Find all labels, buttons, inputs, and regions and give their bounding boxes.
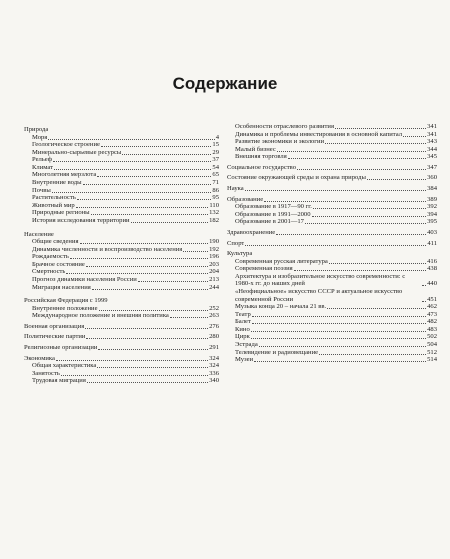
toc-entry	[227, 218, 437, 226]
toc-entry	[227, 349, 437, 357]
toc-entry-title: Минерально-сырьевые ресурсы	[32, 148, 122, 156]
toc-entry-title: Цирк	[235, 333, 250, 341]
toc-leader-dots	[252, 316, 426, 317]
toc-entry-page: 29	[212, 148, 219, 156]
toc-entry-title: Трудовая миграция	[32, 377, 86, 385]
toc-entry-title: Балет	[235, 318, 251, 326]
toc-entry-title: Внутреннее положение	[32, 304, 98, 312]
toc-leader-dots	[288, 158, 426, 159]
toc-leader-dots	[99, 310, 209, 311]
toc-entry-page: 344	[427, 145, 437, 153]
toc-entry-title: Внешняя торговля	[235, 153, 287, 161]
toc-entry-page: 340	[209, 377, 219, 385]
toc-entry-title: Брачное состояние	[32, 260, 85, 268]
toc-leader-dots	[264, 201, 426, 202]
toc-entry	[24, 312, 219, 320]
toc-entry-page: 324	[209, 362, 219, 370]
toc-entry	[227, 123, 437, 131]
toc-entry-title: Растительность	[32, 194, 76, 202]
toc-entry-page: 403	[427, 228, 437, 236]
toc-entry	[24, 149, 219, 157]
toc-entry	[24, 333, 219, 341]
toc-leader-dots	[329, 263, 426, 264]
toc-entry-page: 132	[209, 209, 219, 217]
toc-entry-page: 182	[209, 216, 219, 224]
toc-entry-page: 336	[209, 369, 219, 377]
toc-entry	[227, 146, 437, 154]
toc-entry-title: Военная организация	[24, 322, 85, 330]
toc-entry-page: 54	[212, 163, 219, 171]
toc-leader-dots	[66, 273, 208, 274]
toc-entry	[24, 164, 219, 172]
toc-entry	[24, 171, 219, 179]
toc-leader-dots	[367, 179, 426, 180]
toc-entry-page: 395	[427, 218, 437, 226]
toc-entry-title: Малый бизнес	[235, 145, 276, 153]
toc-entry-title: Природные регионы	[32, 209, 90, 217]
toc-leader-dots	[85, 328, 208, 329]
toc-entry	[227, 258, 437, 266]
toc-entry-page: 416	[427, 257, 437, 265]
toc-entry-page: 438	[427, 265, 437, 273]
toc-leader-dots	[422, 301, 426, 302]
toc-leader-dots	[422, 285, 426, 286]
toc-entry-page: 204	[209, 268, 219, 276]
toc-entry	[227, 318, 437, 326]
toc-entry	[24, 246, 219, 254]
toc-entry-page: 15	[212, 141, 219, 149]
toc-entry	[227, 138, 437, 146]
toc-entry	[24, 323, 219, 331]
toc-entry-title: Образование в 1917—90 гг.	[235, 203, 312, 211]
toc-entry	[227, 333, 437, 341]
toc-leader-dots	[245, 190, 426, 191]
toc-leader-dots	[313, 208, 426, 209]
toc-entry	[24, 377, 219, 385]
toc-entry-title: Прогноз динамики населения России	[32, 275, 137, 283]
toc-entry-title: Музыка конца 20 – начала 21 вв.	[235, 303, 327, 311]
toc-entry	[24, 141, 219, 149]
toc-entry	[227, 311, 437, 319]
toc-entry-title: Общая характеристика	[32, 362, 97, 370]
toc-entry-title: Занятость	[32, 369, 60, 377]
toc-entry	[227, 341, 437, 349]
toc-entry-page: 411	[427, 239, 437, 247]
toc-entry	[24, 261, 219, 269]
toc-leader-dots	[80, 243, 209, 244]
toc-entry	[227, 240, 437, 248]
toc-entry-page: 504	[427, 341, 437, 349]
toc-leader-dots	[86, 266, 208, 267]
toc-entry	[24, 179, 219, 187]
toc-entry-page: 473	[427, 310, 437, 318]
toc-right-column	[227, 123, 437, 364]
toc-entry-page: 341	[427, 130, 437, 138]
toc-entry	[24, 209, 219, 217]
toc-leader-dots	[91, 214, 209, 215]
toc-leader-dots	[97, 367, 208, 368]
toc-leader-dots	[70, 258, 208, 259]
toc-entry	[227, 164, 437, 172]
toc-entry	[24, 231, 219, 239]
toc-entry-page: 244	[209, 283, 219, 291]
toc-entry-page: 347	[427, 163, 437, 171]
toc-leader-dots	[259, 346, 426, 347]
toc-leader-dots	[294, 270, 426, 271]
toc-entry-title: Здравоохранение	[227, 228, 276, 236]
toc-entry	[227, 265, 437, 273]
toc-entry	[24, 194, 219, 202]
toc-entry-title: Телевидение и радиовещание	[235, 348, 319, 356]
toc-entry-title: Миграция населения	[32, 283, 91, 291]
toc-leader-dots	[403, 136, 426, 137]
toc-entry-page: 482	[427, 318, 437, 326]
toc-leader-dots	[86, 338, 208, 339]
toc-leader-dots	[122, 154, 211, 155]
toc-leader-dots	[183, 251, 208, 252]
toc-entry	[227, 211, 437, 219]
toc-entry-page: 392	[427, 203, 437, 211]
toc-entry-page: 341	[427, 123, 437, 130]
toc-leader-dots	[101, 146, 212, 147]
toc-entry-title: Музеи	[235, 356, 254, 364]
toc-entry	[24, 305, 219, 313]
toc-entry-title: Современная поэзия	[235, 265, 293, 273]
toc-entry-page: 345	[427, 153, 437, 161]
toc-entry-page: 213	[209, 275, 219, 283]
toc-leader-dots	[252, 323, 426, 324]
toc-leader-dots	[92, 289, 208, 290]
toc-entry-title: Геологическое строение	[32, 141, 100, 149]
toc-left-column	[24, 123, 219, 385]
toc-leader-dots	[312, 216, 427, 217]
toc-leader-dots	[87, 382, 208, 383]
toc-entry	[24, 202, 219, 210]
toc-entry-page: 394	[427, 210, 437, 218]
toc-entry-title: Международное положение и внешняя политика	[32, 312, 169, 320]
toc-entry-page: 502	[427, 333, 437, 341]
toc-leader-dots	[276, 234, 426, 235]
toc-entry-page: 190	[209, 238, 219, 246]
toc-entry-title: Динамика и проблемы инвестирования в основной капитал	[235, 130, 402, 138]
toc-leader-dots	[53, 161, 211, 162]
toc-entry-title: Эстрада	[235, 341, 258, 349]
toc-entry-title: Внутренние воды	[32, 179, 82, 187]
toc-entry-title: Природа	[24, 126, 49, 133]
toc-leader-dots	[319, 354, 426, 355]
toc-entry-title: Образование в 2001—17	[235, 218, 304, 226]
toc-entry-page: 512	[427, 348, 437, 356]
toc-entry-title: Наука	[227, 185, 244, 193]
toc-entry	[227, 250, 437, 258]
toc-entry	[227, 174, 437, 182]
toc-leader-dots	[327, 308, 426, 309]
toc-entry	[227, 196, 437, 204]
toc-entry-page: 514	[427, 356, 437, 364]
toc-entry	[227, 356, 437, 364]
toc-entry	[227, 153, 437, 161]
toc-entry-title: «Неофициальное» искусство СССР и актуальное искусство современной России	[235, 287, 403, 303]
toc-entry	[24, 297, 219, 305]
toc-entry	[24, 217, 219, 225]
toc-entry	[24, 370, 219, 378]
toc-entry-page: 196	[209, 253, 219, 261]
toc-leader-dots	[48, 139, 214, 140]
toc-entry-title: Культура	[227, 250, 253, 258]
toc-entry-page: 203	[209, 260, 219, 268]
toc-entry	[24, 253, 219, 261]
toc-entry-title: Особенности отраслевого развития	[235, 123, 334, 130]
toc-leader-dots	[335, 128, 426, 129]
toc-entry	[24, 344, 219, 352]
toc-entry-page: 276	[209, 322, 219, 330]
toc-entry	[24, 126, 219, 134]
toc-entry-page: 65	[212, 171, 219, 179]
toc-entry-title: История исследования территории	[32, 216, 130, 224]
toc-entry-page: 324	[209, 354, 219, 362]
toc-leader-dots	[131, 222, 209, 223]
toc-entry-title: Образование	[227, 195, 264, 203]
toc-entry	[227, 203, 437, 211]
toc-leader-dots	[61, 375, 208, 376]
toc-leader-dots	[77, 199, 212, 200]
toc-leader-dots	[97, 176, 211, 177]
toc-leader-dots	[138, 281, 208, 282]
toc-leader-dots	[76, 207, 209, 208]
toc-entry-page: 86	[212, 186, 219, 194]
toc-entry-title: Театр	[235, 310, 251, 318]
toc-leader-dots	[54, 169, 211, 170]
toc-leader-dots	[277, 151, 426, 152]
toc-entry	[24, 284, 219, 292]
toc-entry-title: Спорт	[227, 239, 245, 247]
toc-entry	[24, 268, 219, 276]
toc-entry-page: 95	[212, 194, 219, 202]
toc-entry-title: Архитектура и изобразительное искусство современности: с 1980-х гг. до наших дней	[235, 272, 406, 288]
toc-entry-page: 360	[427, 174, 437, 182]
toc-entry-title: Рождаемость	[32, 253, 69, 261]
toc-entry-page: 252	[209, 304, 219, 312]
toc-leader-dots	[297, 169, 426, 170]
toc-leader-dots	[83, 184, 212, 185]
toc-entry	[227, 303, 437, 311]
toc-entry-page: 71	[212, 179, 219, 187]
toc-entry-page: 110	[209, 201, 219, 209]
toc-entry-title: Состояние окружающей среды и охрана природы	[227, 174, 366, 182]
toc-entry-title: Кино	[235, 325, 250, 333]
toc-leader-dots	[52, 192, 212, 193]
toc-entry	[24, 355, 219, 363]
toc-entry-title: Политические партии	[24, 333, 86, 341]
toc-entry-title: Российская Федерация с 1999	[24, 297, 108, 305]
toc-entry-title: Моря	[32, 133, 48, 141]
toc-entry	[24, 362, 219, 370]
toc-entry-page: 343	[427, 138, 437, 146]
toc-entry-page: 4	[215, 133, 219, 141]
toc-leader-dots	[305, 223, 426, 224]
toc-entry-page: 280	[209, 333, 219, 341]
toc-entry	[227, 273, 437, 288]
toc-entry-title: Развитие экономики и экологии	[235, 138, 325, 146]
toc-entry-title: Религиозные организации	[24, 344, 98, 352]
toc-entry-title: Современная русская литература	[235, 257, 328, 265]
toc-entry-title: Смертность	[32, 268, 66, 276]
toc-entry-title: Динамика численности и воспроизводство населения	[32, 245, 183, 253]
toc-entry-page: 263	[209, 312, 219, 320]
toc-entry-page: 384	[427, 185, 437, 193]
toc-entry-page: 291	[209, 344, 219, 352]
toc-entry-title: Климат	[32, 163, 53, 171]
toc-entry	[24, 276, 219, 284]
toc-entry	[227, 229, 437, 237]
toc-leader-dots	[254, 361, 426, 362]
toc-leader-dots	[325, 143, 426, 144]
toc-entry-page: 37	[212, 156, 219, 164]
toc-entry-title: Образование в 1991—2000	[235, 210, 311, 218]
toc-entry	[227, 288, 437, 303]
page-title: Содержание	[172, 74, 278, 93]
toc-leader-dots	[56, 360, 208, 361]
toc-entry-page: 440	[427, 280, 437, 288]
toc-entry-title: Экономика	[24, 354, 55, 362]
toc-entry	[24, 134, 219, 142]
toc-entry-page: 389	[427, 195, 437, 203]
toc-entry	[227, 131, 437, 139]
toc-entry-title: Многолетняя мерзлота	[32, 171, 97, 179]
toc-entry-title: Рельеф	[32, 156, 53, 164]
toc-entry	[227, 185, 437, 193]
toc-entry-title: Население	[24, 230, 54, 238]
toc-entry-title: Социальное государство	[227, 163, 296, 171]
toc-leader-dots	[170, 317, 208, 318]
toc-entry	[227, 326, 437, 334]
toc-entry-page: 462	[427, 303, 437, 311]
toc-entry-title: Животный мир	[32, 201, 75, 209]
toc-leader-dots	[98, 349, 208, 350]
toc-entry	[24, 187, 219, 195]
toc-entry-title: Почвы	[32, 186, 51, 194]
toc-entry-page: 483	[427, 325, 437, 333]
toc-leader-dots	[251, 338, 426, 339]
toc-entry	[24, 238, 219, 246]
toc-leader-dots	[251, 331, 426, 332]
toc-entry-page: 192	[209, 245, 219, 253]
toc-entry-page: 451	[427, 295, 437, 303]
toc-entry-title: Общие сведения	[32, 238, 79, 246]
toc-leader-dots	[245, 245, 426, 246]
toc-entry	[24, 156, 219, 164]
